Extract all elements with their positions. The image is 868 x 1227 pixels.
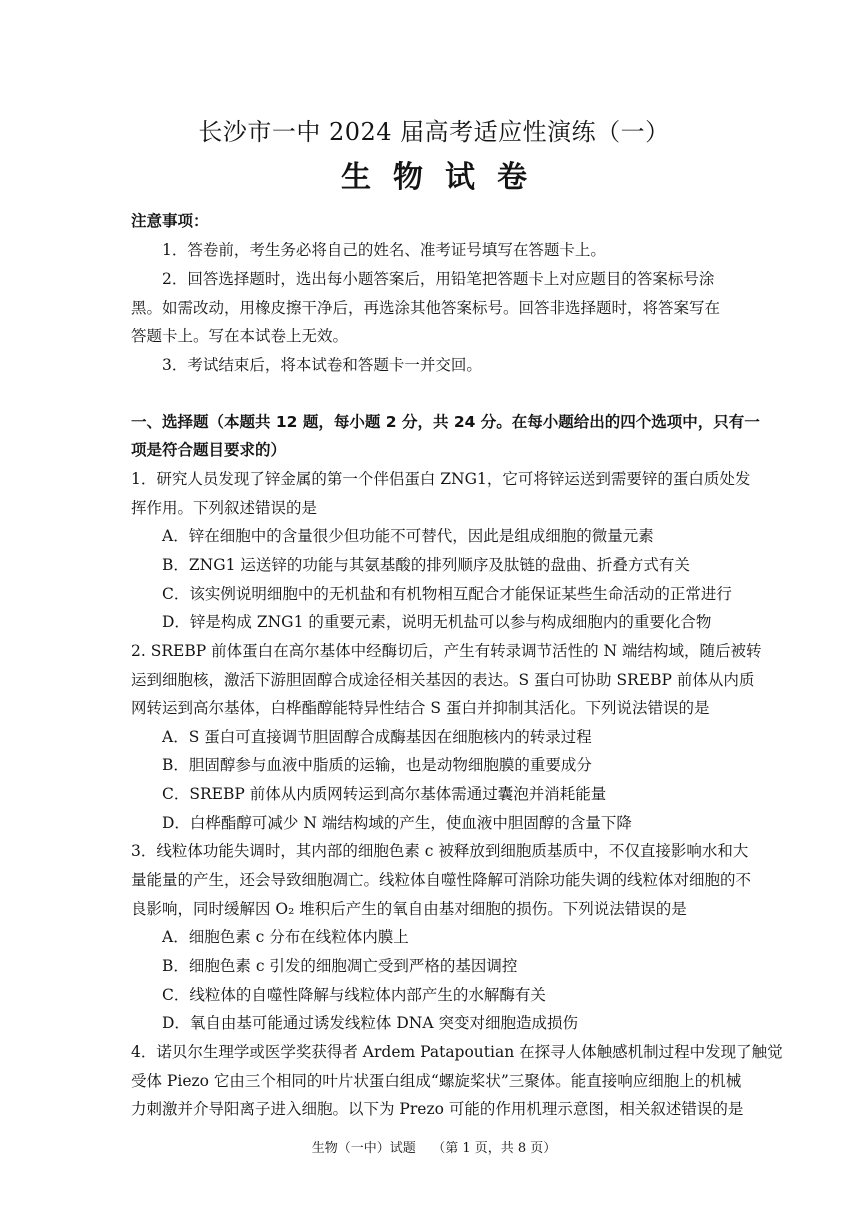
answer-option: C．该实例说明细胞中的无机盐和有机物相互配合才能保证某些生命活动的正常进行: [162, 585, 732, 603]
question-stem: 挥作用。下列叙述错误的是: [131, 499, 318, 517]
answer-option: D．氧自由基可能通过诱发线粒体 DNA 突变对细胞造成损伤: [162, 1014, 578, 1032]
question-stem: 运到细胞核，激活下游胆固醇合成途径相关基因的表达。S 蛋白可协助 SREBP 前体从内质: [131, 671, 755, 689]
answer-option: D．白桦酯醇可减少 N 端结构域的产生，使血液中胆固醇的含量下降: [162, 814, 632, 832]
answer-option: D．锌是构成 ZNG1 的重要元素，说明无机盐可以参与构成细胞内的重要化合物: [162, 613, 712, 631]
question-stem: 受体 Piezo 它由三个相同的叶片状蛋白组成“螺旋桨状”三聚体。能直接响应细胞上的机械: [131, 1072, 742, 1090]
answer-option: A．细胞色素 c 分布在线粒体内膜上: [162, 928, 409, 946]
answer-option: A．锌在细胞中的含量很少但功能不可替代，因此是组成细胞的微量元素: [162, 527, 654, 545]
notice-item: 答题卡上。写在本试卷上无效。: [131, 327, 349, 345]
answer-option: A．S 蛋白可直接调节胆固醇合成酶基因在细胞核内的转录过程: [162, 728, 592, 746]
notice-item: 黑。如需改动，用橡皮擦干净后，再选涂其他答案标号。回答非选择题时，将答案写在: [131, 299, 721, 317]
answer-option: B．细胞色素 c 引发的细胞凋亡受到严格的基因调控: [162, 957, 518, 975]
question-stem: 4．诺贝尔生理学或医学奖获得者 Ardem Patapoutian 在探寻人体触感机制过程中发现了触觉: [131, 1043, 783, 1061]
section-heading: 项是符合题目要求的）: [131, 441, 287, 459]
question-stem: 良影响，同时缓解因 O₂ 堆积后产生的氧自由基对细胞的损伤。下列说法错误的是: [131, 900, 687, 918]
question-stem: 力刺激并介导阳离子进入细胞。以下为 Prezo 可能的作用机理示意图，相关叙述错误的是: [131, 1100, 744, 1118]
section-heading: 一、选择题（本题共 12 题，每小题 2 分，共 24 分。在每小题给出的四个选项中，只有一: [131, 413, 760, 431]
page-footer: 生物（一中）试题 （第 1 页，共 8 页）: [311, 1141, 557, 1156]
exam-title: 长沙市一中 2024 届高考适应性演练（一）: [198, 118, 670, 146]
answer-option: B．ZNG1 运送锌的功能与其氨基酸的排列顺序及肽链的盘曲、折叠方式有关: [162, 556, 690, 574]
answer-option: C．SREBP 前体从内质网转运到高尔基体需通过囊泡并消耗能量: [162, 785, 607, 803]
question-stem: 1．研究人员发现了锌金属的第一个伴侣蛋白 ZNG1，它可将锌运送到需要锌的蛋白质处发: [131, 470, 751, 488]
answer-option: C．线粒体的自噬性降解与线粒体内部产生的水解酶有关: [162, 986, 546, 1004]
question-stem: 网转运到高尔基体，白桦酯醇能特异性结合 S 蛋白并抑制其活化。下列说法错误的是: [131, 699, 710, 717]
question-stem: 量能量的产生，还会导致细胞凋亡。线粒体自噬性降解可消除功能失调的线粒体对细胞的不: [131, 871, 752, 889]
subject-title: 生物试卷: [341, 160, 549, 195]
notice-item: 3．考试结束后，将本试卷和答题卡一并交回。: [162, 356, 482, 374]
notice-heading: 注意事项：: [131, 212, 209, 230]
answer-option: B．胆固醇参与血液中脂质的运输，也是动物细胞膜的重要成分: [162, 756, 592, 774]
question-stem: 2. SREBP 前体蛋白在高尔基体中经酶切后，产生有转录调节活性的 N 端结构域，随后被转: [131, 642, 762, 660]
notice-item: 1．答卷前，考生务必将自己的姓名、准考证号填写在答题卡上。: [162, 241, 606, 259]
question-stem: 3．线粒体功能失调时，其内部的细胞色素 c 被释放到细胞质基质中，不仅直接影响水和大: [131, 842, 749, 860]
notice-item: 2．回答选择题时，选出每小题答案后，用铅笔把答题卡上对应题目的答案标号涂: [162, 270, 715, 288]
